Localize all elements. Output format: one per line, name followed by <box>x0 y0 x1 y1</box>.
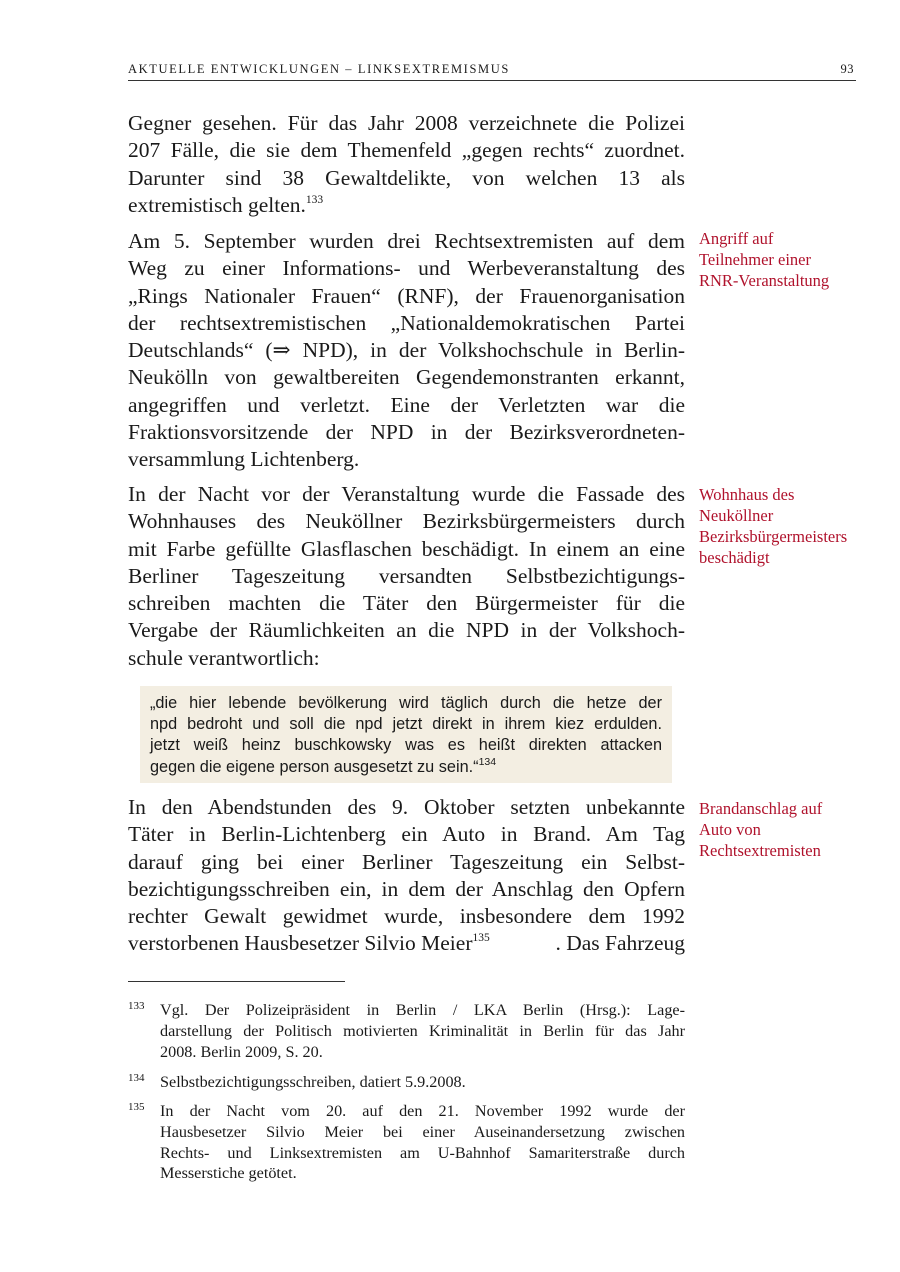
text-line: Deutschlands“ (⇒ NPD), in der Volkshochschule in Berlin- <box>128 338 685 363</box>
paragraph-2 <box>128 228 685 474</box>
text-line: Vergabe der Räumlichkeiten an die NPD in der Volkshoch- <box>128 618 685 643</box>
text-fragment <box>128 930 490 957</box>
margin-note-1 <box>699 228 879 291</box>
footnote-text <box>160 1101 685 1184</box>
margin-note-line: Teilnehmer einer <box>699 250 811 269</box>
text-fragment: extremistisch gelten. <box>128 192 306 217</box>
footnote-number: 135 <box>128 1101 145 1113</box>
text-fragment: verstorbenen Hausbesetzer Silvio Meier <box>128 931 473 956</box>
margin-note-line: RNR-Veranstaltung <box>699 271 830 290</box>
margin-note-line: Brandanschlag auf <box>699 799 823 818</box>
text-line: In der Nacht vor der Veranstaltung wurde die Fassade des <box>128 482 685 506</box>
text-line: rechter Gewalt gewidmet wurde, insbesondere dem 1992 <box>128 904 685 929</box>
margin-note-line: Bezirksbürgermeisters <box>699 527 848 546</box>
footnote-line: In der Nacht vom 20. auf den 21. November 1992 wurde der <box>160 1102 685 1120</box>
text-line: mit Farbe gefüllte Glasflaschen beschädigt. In einem an eine <box>128 536 685 561</box>
footnote-text <box>160 1000 685 1062</box>
quote-box <box>140 686 672 783</box>
text-fragment: . Das Fahrzeug <box>555 931 685 956</box>
quote-line: npd bedroht und soll die npd jetzt direkt in ihrem kiez erdulden. <box>150 715 662 734</box>
text-line: „Rings Nationaler Frauen“ (RNF), der Frauenorganisation <box>128 283 685 308</box>
quote-line: „die hier lebende bevölkerung wird täglich durch die hetze der <box>150 694 662 712</box>
text-line: Täter in Berlin-Lichtenberg ein Auto in Brand. Am Tag <box>128 822 685 847</box>
paragraph-1 <box>128 110 685 219</box>
margin-note-line: Rechtsextremisten <box>699 841 821 860</box>
quote-line: jetzt weiß heinz buschkowsky was es heißt direkten attacken <box>150 736 662 755</box>
text-line: darauf ging bei einer Berliner Tageszeitung ein Selbst- <box>128 849 685 874</box>
text-line <box>128 192 685 219</box>
text-line: 207 Fälle, die sie dem Themenfeld „gegen rechts“ zuordnet. <box>128 138 685 163</box>
text-line: der rechtsextremistischen „Nationaldemokratischen Partei <box>128 310 685 335</box>
footnote-text <box>160 1072 685 1093</box>
margin-note-line: beschädigt <box>699 548 770 567</box>
margin-note-2 <box>699 484 879 568</box>
quote-text <box>150 693 662 778</box>
page-number: 93 <box>840 62 854 76</box>
footnote-line: Selbstbezichtigungsschreiben, datiert 5.9.2008. <box>160 1073 466 1091</box>
text-line: bezichtigungsschreiben ein, in dem der Anschlag den Opfern <box>128 876 685 901</box>
footnote-ref: 134 <box>478 755 497 768</box>
text-line <box>128 930 685 957</box>
footnote-number: 133 <box>128 1000 145 1012</box>
text-line: Wohnhauses des Neuköllner Bezirksbürgermeisters durch <box>128 509 685 534</box>
margin-note-3 <box>699 798 879 861</box>
footnote-line: Vgl. Der Polizeipräsident in Berlin / LKA Berlin (Hrsg.): Lage- <box>160 1001 685 1019</box>
text-line: Neukölln von gewaltbereiten Gegendemonstranten erkannt, <box>128 365 685 390</box>
text-line: In den Abendstunden des 9. Oktober setzten unbekannte <box>128 795 685 819</box>
paragraph-4 <box>128 794 685 958</box>
quote-line <box>150 757 662 778</box>
running-header <box>128 62 856 81</box>
footnote-ref: 135 <box>472 932 490 945</box>
text-line: Darunter sind 38 Gewaltdelikte, von welchen 13 als <box>128 165 685 190</box>
header-title: AKTUELLE ENTWICKLUNGEN – LINKSEXTREMISMUS <box>128 62 510 76</box>
text-fragment: gegen die eigene person ausgesetzt zu sein.“ <box>150 757 479 776</box>
margin-note-line: Wohnhaus des <box>699 485 795 504</box>
paragraph-3 <box>128 481 685 672</box>
footnote-ref: 133 <box>305 193 324 206</box>
footnote-line: 2008. Berlin 2009, S. 20. <box>160 1042 323 1061</box>
margin-note-line: Angriff auf <box>699 229 774 248</box>
margin-note-line: Neuköllner <box>699 506 774 525</box>
footnote-separator <box>128 981 345 982</box>
text-line: Am 5. September wurden drei Rechtsextremisten auf dem <box>128 229 685 253</box>
footnote-number: 134 <box>128 1072 145 1084</box>
footnote-line: Hausbesetzer Silvio Meier bei einer Auseinandersetzung zwischen <box>160 1122 685 1141</box>
footnote-line: darstellung der Politisch motivierten Kriminalität in Berlin für das Jahr <box>160 1021 685 1040</box>
margin-note-line: Auto von <box>699 820 761 839</box>
text-line: Gegner gesehen. Für das Jahr 2008 verzeichnete die Polizei <box>128 111 685 135</box>
text-line: schreiben machten die Täter den Bürgermeister für die <box>128 591 685 616</box>
text-line: versammlung Lichtenberg. <box>128 447 360 472</box>
text-line: Weg zu einer Informations- und Werbeveranstaltung des <box>128 256 685 281</box>
text-line: schule verantwortlich: <box>128 645 320 670</box>
text-line: angegriffen und verletzt. Eine der Verletzten war die <box>128 392 685 417</box>
footnote-line: Rechts- und Linksextremisten am U-Bahnhof Samariterstraße durch <box>160 1143 685 1162</box>
footnote-line: Messerstiche getötet. <box>160 1164 297 1183</box>
text-line: Fraktionsvorsitzende der NPD in der Bezirksverordneten- <box>128 420 685 445</box>
text-line: Berliner Tageszeitung versandten Selbstbezichtigungs- <box>128 563 685 588</box>
